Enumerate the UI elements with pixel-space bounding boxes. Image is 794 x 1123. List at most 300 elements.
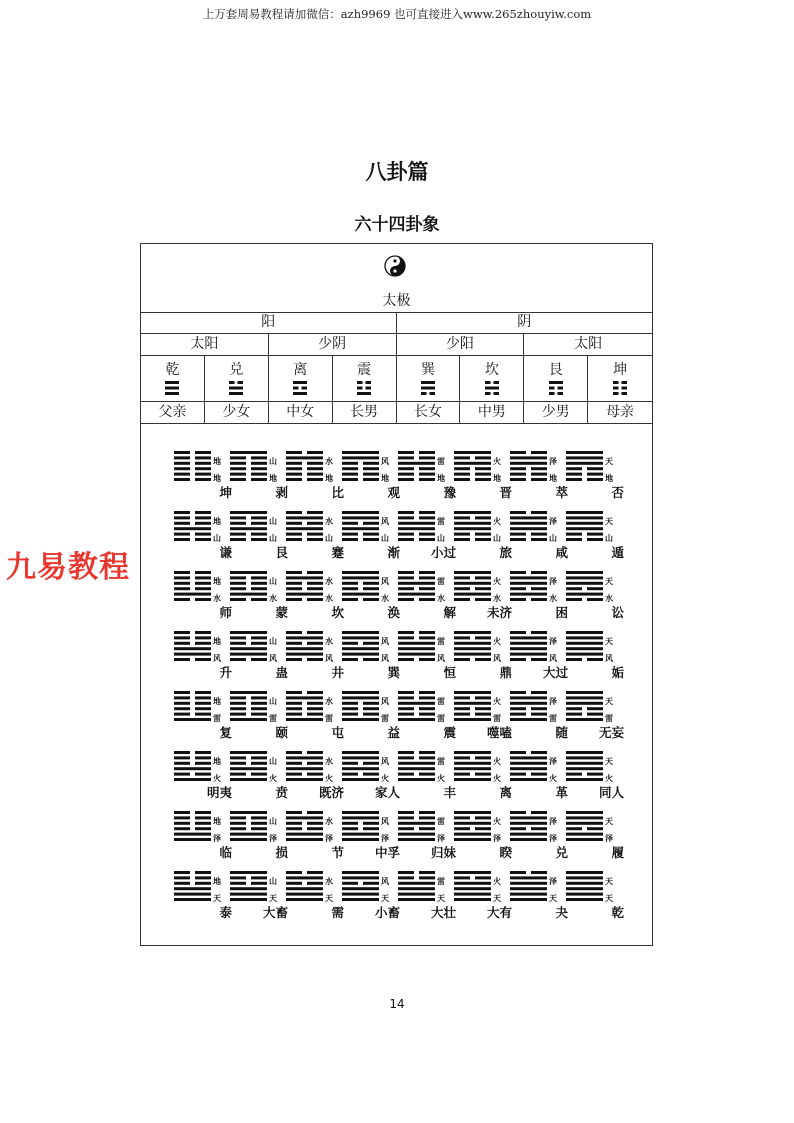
yang-line: [342, 636, 379, 639]
yin-line: [174, 576, 190, 579]
yang-line: [566, 451, 603, 454]
yang-line: [398, 522, 435, 525]
hexagram: [230, 810, 286, 858]
yin-line: [566, 713, 582, 716]
yin-line: [363, 582, 379, 585]
hexagram-symbol-icon: [566, 630, 604, 664]
hexagram-symbol-icon: [286, 570, 324, 604]
hexagram: [566, 570, 622, 618]
yin-line: [230, 762, 246, 765]
yang-line: [286, 696, 323, 699]
upper-trigram-label: 火: [493, 697, 501, 706]
lower-trigram-label: 水: [213, 594, 221, 603]
yang-line: [293, 381, 307, 384]
yin-line: [419, 576, 435, 579]
lower-trigram-label: 山: [325, 534, 333, 543]
yin-line: [454, 467, 470, 470]
hexagram: [342, 570, 398, 618]
yang-line: [230, 653, 267, 656]
yang-line: [357, 392, 371, 395]
yin-line: [342, 533, 358, 536]
upper-trigram-label: 风: [381, 637, 389, 646]
hexagram-symbol-icon: [174, 750, 212, 784]
lower-trigram-label: 雷: [549, 714, 557, 723]
lower-trigram-label: 雷: [381, 714, 389, 723]
lower-trigram-label: 泽: [269, 834, 277, 843]
yin-line: [174, 827, 190, 830]
yin-line: [363, 658, 379, 661]
yin-line: [419, 598, 435, 601]
yin-line: [454, 598, 470, 601]
yang-line: [510, 756, 547, 759]
yin-line: [531, 713, 547, 716]
lower-trigram-label: 泽: [605, 834, 613, 843]
hexagram-name: 鼎: [499, 665, 512, 680]
yin-line: [454, 827, 470, 830]
yang-line: [165, 387, 179, 390]
yang-line: [566, 898, 603, 901]
hexagram-symbol-icon: [510, 450, 548, 484]
yang-line: [342, 887, 379, 890]
hexagram-symbol-icon: [342, 510, 380, 544]
lower-trigram-label: 雷: [605, 714, 613, 723]
yang-line: [566, 636, 603, 639]
yin-line: [307, 538, 323, 541]
yin-line: [398, 467, 414, 470]
yin-line: [419, 773, 435, 776]
yin-line: [195, 462, 211, 465]
upper-trigram-label: 山: [269, 757, 277, 766]
upper-trigram-label: 天: [605, 817, 613, 826]
hexagram: [510, 750, 566, 798]
yang-line: [454, 838, 491, 841]
yin-line: [475, 538, 491, 541]
yin-line: [357, 387, 363, 390]
yang-line: [566, 838, 603, 841]
yin-line: [286, 762, 302, 765]
yang-line: [230, 647, 267, 650]
yin-line: [531, 751, 547, 754]
yin-line: [307, 642, 323, 645]
yin-line: [419, 751, 435, 754]
yin-line: [342, 478, 358, 481]
yang-line: [510, 456, 547, 459]
yin-line: [195, 707, 211, 710]
yin-line: [454, 707, 470, 710]
yin-line: [510, 827, 526, 830]
yin-line: [230, 713, 246, 716]
yin-line: [493, 381, 499, 384]
lower-trigram-label: 火: [269, 774, 277, 783]
yin-line: [195, 467, 211, 470]
page-number: 14: [389, 997, 405, 1011]
hexagram: [286, 570, 342, 618]
hexagram: [398, 750, 454, 798]
yin-line: [454, 658, 470, 661]
yin-line: [622, 381, 628, 384]
yin-line: [510, 451, 526, 454]
lower-trigram-label: 火: [381, 774, 389, 783]
hexagram: [454, 570, 510, 618]
hexagram-symbol-icon: [454, 450, 492, 484]
yang-line: [510, 462, 547, 465]
yin-line: [363, 642, 379, 645]
yin-line: [531, 631, 547, 634]
trigram-name: 离: [293, 362, 308, 378]
yin-line: [475, 456, 491, 459]
lower-trigram-label: 天: [605, 894, 613, 903]
yin-line: [307, 598, 323, 601]
yin-line: [195, 582, 211, 585]
yin-line: [342, 713, 358, 716]
yin-line: [475, 598, 491, 601]
yin-line: [454, 533, 470, 536]
yin-line: [342, 707, 358, 710]
page-title: 八卦篇: [365, 160, 429, 184]
yin-line: [398, 696, 414, 699]
yin-line: [485, 392, 491, 395]
yang-line: [230, 571, 267, 574]
upper-trigram-label: 泽: [549, 577, 557, 586]
yin-yang-row: [141, 312, 652, 334]
hexagram: [286, 750, 342, 798]
yang-line: [174, 527, 211, 530]
lower-trigram-label: 泽: [325, 834, 333, 843]
upper-trigram-label: 雷: [437, 637, 445, 646]
yang-line: [510, 647, 547, 650]
yin-line: [587, 533, 603, 536]
yin-line: [398, 811, 414, 814]
yin-line: [286, 598, 302, 601]
trigram-cell: [269, 356, 333, 401]
hexagram: [398, 450, 454, 498]
yin-line: [419, 533, 435, 536]
yin-line: [566, 827, 582, 830]
hexagram-name: 离: [499, 785, 512, 800]
family-cell: 少女: [205, 402, 269, 423]
yin-line: [307, 631, 323, 634]
hexagram-name: 需: [331, 905, 344, 920]
upper-trigram-label: 泽: [549, 817, 557, 826]
yin-line: [286, 582, 302, 585]
yang-line: [286, 893, 323, 896]
hexagram: [566, 630, 622, 678]
yin-line: [531, 467, 547, 470]
yin-line: [566, 587, 582, 590]
yin-line: [174, 456, 190, 459]
yin-line: [475, 713, 491, 716]
yang-line: [286, 593, 323, 596]
upper-trigram-label: 水: [325, 817, 333, 826]
yin-line: [419, 707, 435, 710]
hexagram: [454, 870, 510, 918]
yang-line: [566, 691, 603, 694]
yin-line: [363, 522, 379, 525]
yang-line: [286, 527, 323, 530]
yin-line: [174, 571, 190, 574]
yang-line: [174, 833, 211, 836]
yin-line: [510, 713, 526, 716]
yin-line: [307, 762, 323, 765]
yin-line: [195, 631, 211, 634]
lower-trigram-label: 地: [437, 474, 445, 483]
hexagram-name: 颐: [275, 725, 288, 740]
yin-line: [195, 587, 211, 590]
hexagram-name: 未济: [486, 605, 512, 620]
yang-line: [174, 898, 211, 901]
yin-line: [398, 473, 414, 476]
yin-line: [510, 707, 526, 710]
upper-trigram-label: 山: [269, 697, 277, 706]
yang-line: [342, 751, 379, 754]
hexagram-name: 解: [443, 605, 456, 620]
hexagram-name: 剥: [275, 485, 288, 500]
yin-line: [363, 702, 379, 705]
yang-line: [510, 642, 547, 645]
hexagram: [510, 870, 566, 918]
upper-trigram-label: 水: [325, 877, 333, 886]
yin-line: [419, 467, 435, 470]
yin-line: [531, 691, 547, 694]
yang-line: [230, 778, 267, 781]
hexagram-symbol-icon: [174, 510, 212, 544]
yin-line: [251, 713, 267, 716]
hexagram-name: 困: [555, 605, 568, 620]
upper-trigram-label: 山: [269, 577, 277, 586]
yang-line: [454, 833, 491, 836]
yin-line: [174, 516, 190, 519]
yang-line: [230, 718, 267, 721]
yang-line: [454, 871, 491, 874]
yang-line: [342, 451, 379, 454]
yang-line: [174, 647, 211, 650]
hexagram-name: 随: [555, 725, 568, 740]
yin-line: [195, 702, 211, 705]
yin-line: [398, 636, 414, 639]
yin-line: [475, 576, 491, 579]
yin-line: [286, 587, 302, 590]
lower-trigram-label: 风: [493, 654, 501, 663]
yin-line: [454, 773, 470, 776]
yin-line: [398, 576, 414, 579]
hexagram-symbol-icon: [174, 630, 212, 664]
yin-line: [342, 598, 358, 601]
yin-line: [419, 827, 435, 830]
yin-line: [454, 636, 470, 639]
hexagram: [566, 870, 622, 918]
yang-line: [286, 838, 323, 841]
yang-line: [174, 893, 211, 896]
yang-line: [510, 636, 547, 639]
hexagram: [398, 510, 454, 558]
yang-line: [286, 898, 323, 901]
yang-line: [230, 811, 267, 814]
hexagram: [230, 690, 286, 738]
hexagram-name: 归妹: [430, 845, 456, 860]
taiji-icon: [384, 255, 406, 277]
lower-trigram-label: 地: [269, 474, 277, 483]
yin-line: [363, 773, 379, 776]
yin-line: [195, 751, 211, 754]
yin-line: [363, 713, 379, 716]
hexagram: [286, 510, 342, 558]
hexagram-symbol-icon: [286, 870, 324, 904]
upper-trigram-label: 风: [381, 457, 389, 466]
yin-line: [454, 587, 470, 590]
yin-line: [230, 582, 246, 585]
yin-line: [363, 462, 379, 465]
upper-trigram-label: 风: [381, 877, 389, 886]
yin-line: [195, 516, 211, 519]
yin-line: [174, 816, 190, 819]
yang-line: [566, 816, 603, 819]
yin-line: [510, 871, 526, 874]
lower-trigram-label: 水: [325, 594, 333, 603]
yang-line: [454, 691, 491, 694]
four-image-cell: 少阴: [269, 334, 397, 355]
upper-trigram-label: 雷: [437, 877, 445, 886]
yin-line: [230, 822, 246, 825]
yang-line: [286, 833, 323, 836]
upper-trigram-label: 泽: [549, 517, 557, 526]
yin-line: [174, 882, 190, 885]
yin-line: [531, 473, 547, 476]
yang-line: [230, 691, 267, 694]
yin-line: [398, 451, 414, 454]
lower-trigram-label: 雷: [325, 714, 333, 723]
yin-line: [174, 451, 190, 454]
yin-line: [398, 456, 414, 459]
yin-line: [251, 707, 267, 710]
hexagram-name: 涣: [387, 605, 400, 620]
yang-line: [566, 653, 603, 656]
yin-line: [251, 478, 267, 481]
yang-line: [398, 642, 435, 645]
yang-line: [421, 381, 435, 384]
hexagram-symbol-icon: [398, 810, 436, 844]
yin-line: [174, 511, 190, 514]
yin-line: [419, 636, 435, 639]
yin-line: [251, 456, 267, 459]
lower-trigram-label: 天: [549, 894, 557, 903]
yang-line: [566, 462, 603, 465]
yin-line: [475, 467, 491, 470]
yang-line: [230, 751, 267, 754]
upper-trigram-label: 风: [381, 757, 389, 766]
trigram-cell: [141, 356, 205, 401]
upper-trigram-label: 风: [381, 697, 389, 706]
yang-line: [398, 838, 435, 841]
hexagram-name: 否: [611, 485, 624, 500]
yang-line: [566, 778, 603, 781]
yang-line: [342, 718, 379, 721]
yin-line: [307, 478, 323, 481]
yin-line: [307, 522, 323, 525]
yang-line: [398, 462, 435, 465]
lower-trigram-label: 地: [325, 474, 333, 483]
yin-line: [230, 658, 246, 661]
yin-line: [195, 822, 211, 825]
trigram-symbol-icon: [229, 381, 243, 395]
yin-line: [195, 816, 211, 819]
yin-line: [286, 467, 302, 470]
yin-line: [307, 713, 323, 716]
yin-line: [307, 658, 323, 661]
yin-line: [398, 538, 414, 541]
yin-line: [230, 756, 246, 759]
upper-trigram-label: 风: [381, 817, 389, 826]
hexagram: [342, 870, 398, 918]
hexagram-name: 恒: [443, 665, 456, 680]
yin-line: [195, 882, 211, 885]
hexagram: [398, 810, 454, 858]
hexagram: [286, 690, 342, 738]
hexagram-symbol-icon: [230, 630, 268, 664]
yin-line: [230, 456, 246, 459]
yin-line: [174, 871, 190, 874]
lower-trigram-label: 泽: [549, 834, 557, 843]
hexagram: [174, 750, 230, 798]
yin-line: [454, 478, 470, 481]
yin-line: [230, 642, 246, 645]
yin-line: [195, 538, 211, 541]
hexagram-symbol-icon: [174, 450, 212, 484]
yang-line: [286, 636, 323, 639]
upper-trigram-label: 地: [213, 577, 221, 586]
yin-line: [587, 827, 603, 830]
hexagram: [174, 690, 230, 738]
hexagram-symbol-icon: [454, 690, 492, 724]
upper-trigram-label: 水: [325, 697, 333, 706]
yin-line: [307, 822, 323, 825]
yin-line: [251, 816, 267, 819]
lower-trigram-label: 风: [549, 654, 557, 663]
yang-line: [454, 811, 491, 814]
trigram-name: 巽: [420, 362, 435, 378]
four-image-cell: 太阳: [141, 334, 269, 355]
yang-line: [454, 767, 491, 770]
yang-line: [566, 893, 603, 896]
yang-line: [286, 653, 323, 656]
family-cell: 中女: [269, 402, 333, 423]
yin-line: [363, 467, 379, 470]
yang-line: [566, 822, 603, 825]
yin-line: [398, 587, 414, 590]
hexagram-name: 乾: [611, 905, 624, 920]
hexagram: [342, 510, 398, 558]
yin-line: [475, 816, 491, 819]
hexagram-name: 小畜: [374, 905, 400, 920]
upper-trigram-label: 火: [493, 637, 501, 646]
hexagram-symbol-icon: [398, 750, 436, 784]
upper-trigram-label: 天: [605, 757, 613, 766]
yang-line: [286, 887, 323, 890]
hexagram-symbol-icon: [286, 510, 324, 544]
yang-line: [510, 816, 547, 819]
yin-line: [510, 587, 526, 590]
hexagram-symbol-icon: [454, 630, 492, 664]
yin-line: [454, 713, 470, 716]
yang-line: [174, 593, 211, 596]
yin-line: [398, 871, 414, 874]
upper-trigram-label: 天: [605, 637, 613, 646]
yang-line: [454, 702, 491, 705]
yang-line: [342, 631, 379, 634]
hexagram-symbol-icon: [342, 810, 380, 844]
yin-line: [174, 773, 190, 776]
yin-line: [531, 511, 547, 514]
hexagram-symbol-icon: [510, 570, 548, 604]
